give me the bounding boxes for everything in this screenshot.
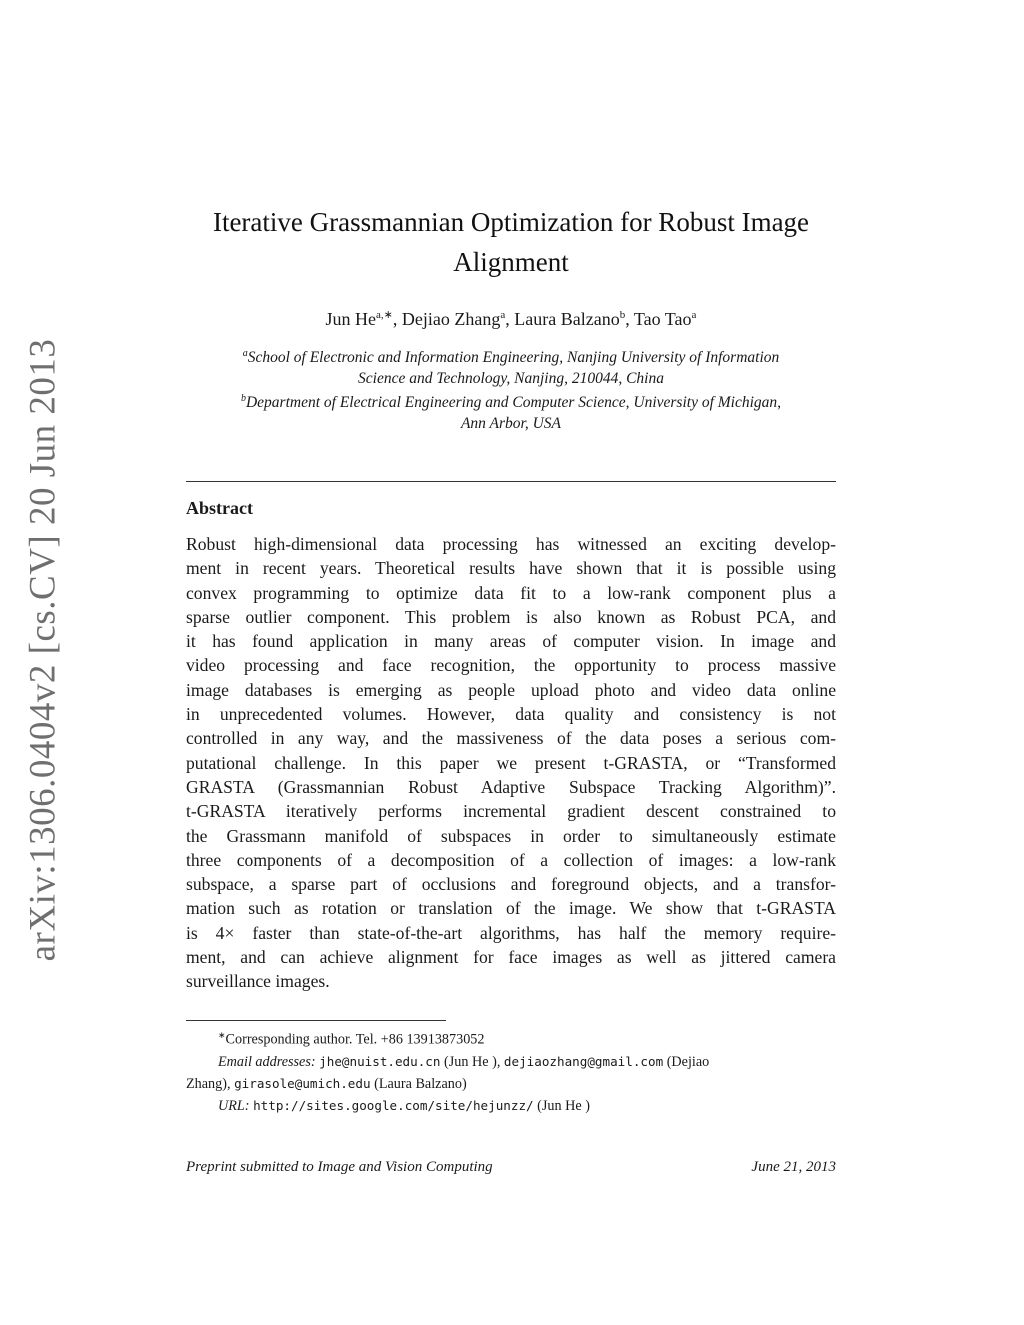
email-owner: (Dejiao [666,1053,710,1070]
arxiv-identifier: arXiv:1306.0404v2 [cs.CV] 20 Jun 2013 [22,338,64,962]
affiliation-mark: b [240,393,246,405]
horizontal-rule [186,481,836,482]
abstract-line: image databases is emerging as people upload photo and video data online [186,679,836,700]
author-affiliation-mark: b [619,309,626,321]
submission-date: June 21, 2013 [751,1159,836,1175]
footnote-mark: ∗ [218,1030,226,1040]
abstract-line: GRASTA (Grassmannian Robust Adaptive Subspace Tracking Algorithm)”. [186,776,836,797]
author-name: Dejiao Zhang [401,309,501,329]
email-label: Email addresses: [218,1053,316,1070]
abstract-line: the Grassmann manifold of subspaces in order to simultaneously estimate [186,825,836,846]
affiliation-mark: a [242,348,248,359]
footnote-url [186,1095,836,1117]
affiliation-text: School of Electronic and Information Engineering, Nanjing University of Information [247,349,780,367]
email-link[interactable]: jhe@nuist.edu.cn [319,1053,441,1069]
author-list: Jun $He^{a,∗}$, Dejiao Zhang$^a$, Laura Balzano$^b$, Tao Tao$^a$ [325,309,697,329]
email-link[interactable]: dejiaozhang@gmail.com [503,1053,664,1069]
author-affiliation-mark: a [691,309,697,321]
abstract-line: controlled in any way, and the massiveness of the data poses a serious com- [186,728,836,749]
abstract-line: in unprecedented volumes. However, data quality and consistency is not [186,704,836,725]
abstract-line: it has found application in many areas of computer vision. In image and [186,631,836,652]
affiliation-b [186,389,836,414]
affiliation-text: Department of Electrical Engineering and Computer Science, University of Michigan, [245,394,782,412]
email-link[interactable]: girasole@umich.edu [234,1075,371,1091]
title-line: Alignment [453,247,569,277]
affiliations [186,344,836,434]
abstract-body [186,532,836,994]
preprint-note: Preprint submitted to Image and Vision Computing [186,1159,493,1175]
title-line: Iterative Grassmannian Optimization for Robust Image [212,207,810,237]
abstract-heading: Abstract [186,498,253,518]
abstract-line: Robust high-dimensional data processing has witnessed an exciting develop- [186,534,836,554]
url-owner: (Jun He ) [537,1097,590,1114]
abstract-line: video processing and face recognition, the opportunity to process massive [186,655,836,676]
abstract-line: subspace, a sparse part of occlusions and foreground objects, and a transfor- [186,874,836,895]
abstract-line: is 4× faster than state-of-the-art algorithms, has half the memory require- [186,922,836,943]
abstract-line: ment in recent years. Theoretical results have shown that it is possible using [186,558,836,579]
author-name: Laura Balzano [514,309,620,329]
abstract-line: convex programming to optimize data fit to a low-rank component plus a [186,582,836,603]
abstract-line: surveillance images. [186,971,330,992]
author-name: Jun He [325,309,377,329]
affiliation-a-cont: Science and Technology, Nanjing, 210044, China [358,369,664,387]
abstract-line: mation such as rotation or translation of the image. We show that t-GRASTA [186,898,836,919]
abstract-line: t-GRASTA iteratively performs incremental gradient descent constrained to [186,801,836,822]
url-link[interactable]: http://sites.google.com/site/hejunzz/ [253,1097,534,1113]
footnote-rule [186,1020,446,1021]
footnotes [186,1025,836,1117]
footnote-emails [186,1051,836,1073]
url-label: URL: [218,1097,250,1114]
email-owner: (Laura Balzano) [374,1075,467,1092]
corresponding-author: Corresponding author. Tel. +86 13913873052 [225,1031,485,1048]
abstract-line: sparse outlier component. This problem is also known as Robust PCA, and [186,606,836,627]
footnote-emails-cont [186,1073,836,1095]
email-owner: (Jun He ), [444,1053,501,1070]
affiliation-b-cont: Ann Arbor, USA [460,414,562,432]
footnote-corresponding [186,1025,836,1051]
author-affiliation-mark: a [500,309,506,321]
author-affiliation-mark: a,∗ [376,309,393,321]
paper-title [186,202,836,282]
abstract-line: ment, and can achieve alignment for face images as well as jittered camera [186,947,836,968]
affiliation-a [186,344,836,369]
abstract-line: three components of a decomposition of a collection of images: a low-rank [186,849,836,870]
abstract-line: putational challenge. In this paper we present t-GRASTA, or “Transformed [186,752,836,773]
author-name: Tao Tao [633,309,692,329]
email-owner: Zhang), [186,1075,231,1092]
